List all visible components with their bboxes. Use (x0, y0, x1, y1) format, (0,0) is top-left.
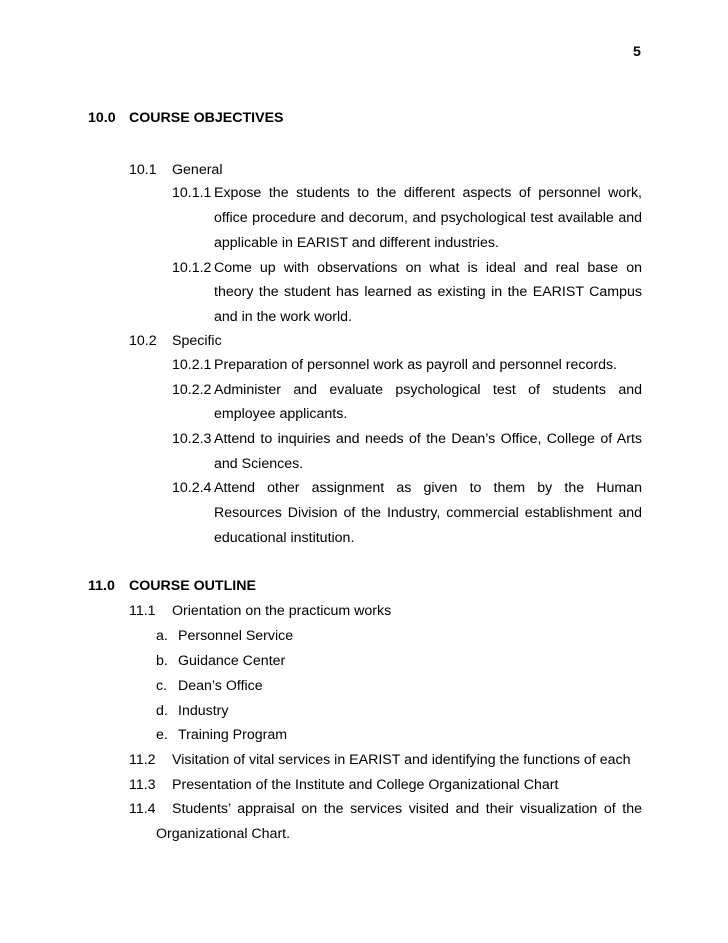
item-10-2-3-number: 10.2.3 (172, 431, 212, 447)
outline-11-3-text: Presentation of the Institute and College Organizational Chart (172, 777, 559, 793)
item-10-2-2-number: 10.2.2 (172, 382, 212, 398)
item-10-1-1-line-3: applicable in EARIST and different industries. (214, 235, 499, 251)
item-10-1-1-number: 10.1.1 (172, 185, 212, 201)
item-10-1-2-line-1: Come up with observations on what is ideal and real base on (214, 260, 642, 276)
outline-sub-letter: d. (156, 703, 168, 719)
outline-sub-text: Dean’s Office (178, 678, 263, 694)
item-10-2-4-line-3: educational institution. (214, 530, 355, 546)
item-10-2-2-line-1: Administer and evaluate psychological test of students and (214, 382, 642, 398)
outline-sub-text: Guidance Center (178, 653, 286, 669)
outline-sub-letter: b. (156, 653, 168, 669)
subsection-10-2-number: 10.2 (129, 333, 157, 349)
outline-11-3-number: 11.3 (129, 777, 156, 793)
item-10-1-2-line-3: and in the work world. (214, 309, 353, 325)
item-10-2-2-line-2: employee applicants. (214, 406, 348, 422)
outline-11-2-text: Visitation of vital services in EARIST and identifying the functions of each (172, 752, 631, 768)
outline-11-4-line-1: Students’ appraisal on the services visited and their visualization of the (172, 801, 642, 817)
subsection-10-2-label: Specific (172, 333, 222, 349)
item-10-1-1-line-1: Expose the students to the different aspects of personnel work, (214, 185, 642, 201)
outline-sub-text: Training Program (178, 727, 288, 743)
outline-sub-text: Personnel Service (178, 628, 294, 644)
outline-sub-letter: a. (156, 628, 168, 644)
subsection-10-1-label: General (172, 162, 223, 178)
section-11-title: COURSE OUTLINE (129, 578, 256, 594)
item-10-2-3-line-1: Attend to inquiries and needs of the Dean’s Office, College of Arts (214, 431, 642, 447)
outline-11-2-number: 11.2 (129, 752, 156, 768)
item-10-2-3-line-2: and Sciences. (214, 456, 304, 472)
section-10-title: COURSE OBJECTIVES (129, 110, 284, 126)
section-10-number: 10.0 (88, 110, 116, 126)
item-10-2-4-number: 10.2.4 (172, 480, 212, 496)
outline-11-1-text: Orientation on the practicum works (172, 603, 392, 619)
item-10-1-2-line-2: theory the student has learned as existing in the EARIST Campus (214, 284, 642, 300)
item-10-1-2-number: 10.1.2 (172, 260, 212, 276)
outline-sub-text: Industry (178, 703, 229, 719)
item-10-1-1-line-2: office procedure and decorum, and psychological test available and (214, 210, 642, 226)
item-10-2-1-number: 10.2.1 (172, 357, 212, 373)
page-number: 5 (633, 44, 641, 60)
subsection-10-1-number: 10.1 (129, 162, 157, 178)
outline-11-4-number: 11.4 (129, 801, 156, 817)
outline-sub-letter: c. (156, 678, 168, 694)
item-10-2-1-line-1: Preparation of personnel work as payroll and personnel records. (214, 357, 617, 373)
item-10-2-4-line-1: Attend other assignment as given to them by the Human (214, 480, 642, 496)
item-10-2-4-line-2: Resources Division of the Industry, commercial establishment and (214, 505, 642, 521)
outline-11-1-number: 11.1 (129, 603, 156, 619)
section-11-number: 11.0 (88, 578, 115, 594)
outline-11-4-line-2: Organizational Chart. (156, 826, 291, 842)
outline-sub-letter: e. (156, 727, 168, 743)
